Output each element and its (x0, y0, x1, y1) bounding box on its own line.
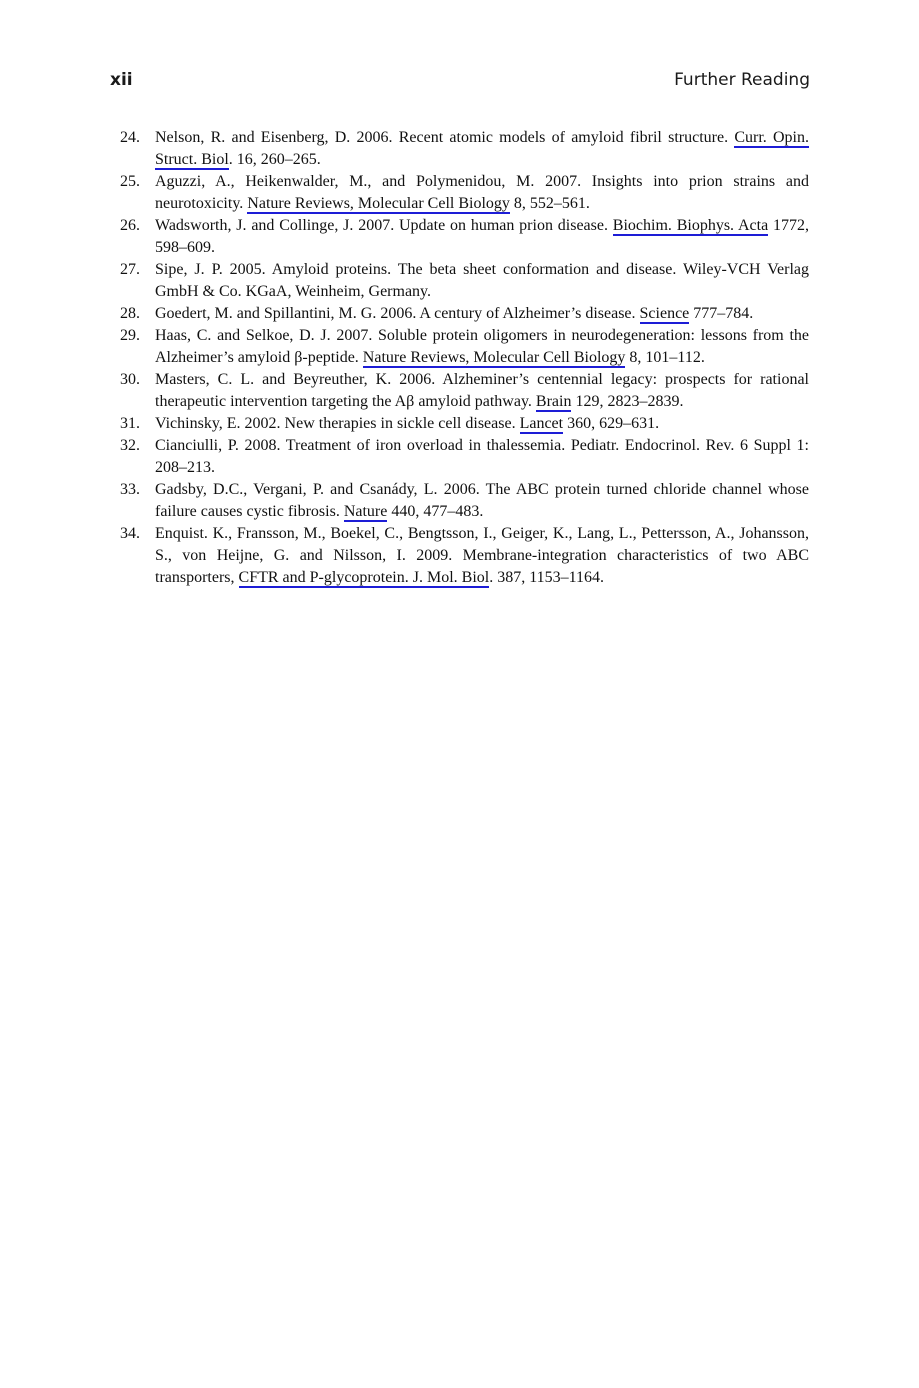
journal-link[interactable]: CFTR and P-glycoprotein. J. Mol. Biol (238, 569, 490, 586)
journal-link[interactable]: Brain (535, 393, 572, 410)
reference-volume-pages: . 387, 1153–1164. (489, 569, 605, 586)
reference-citation-text: Enquist. K., Fransson, M., Boekel, C., Bengtsson, I., Geiger, K., Lang, L., Pettersson, A., Johansson, S., von Heijne, G. and Nilsson, I. 2009. Membrane-integration characteristics of two ABC transporters, (155, 525, 809, 586)
reference-text (155, 171, 809, 215)
reference-number: 28. (120, 305, 140, 322)
reference-citation-text: Aguzzi, A., Heikenwalder, M., and Polymenidou, M. 2007. Insights into prion strains and neurotoxicity. (155, 173, 809, 212)
reference-volume-pages: . 16, 260–265. (228, 151, 321, 168)
reference-citation-text: Haas, C. and Selkoe, D. J. 2007. Soluble protein oligomers in neurodegeneration: lessons from the Alzheimer’s amyloid β-peptide. (155, 327, 809, 366)
reference-item (112, 435, 809, 479)
reference-list (112, 127, 809, 589)
journal-link[interactable]: Nature Reviews, Molecular Cell Biology (362, 349, 626, 366)
reference-citation-text: Vichinsky, E. 2002. New therapies in sickle cell disease. (155, 415, 520, 432)
reference-text (155, 413, 809, 435)
reference-volume-pages: 8, 101–112. (625, 349, 705, 366)
reference-item (112, 127, 809, 171)
reference-number: 30. (120, 371, 140, 388)
journal-link[interactable]: Lancet (519, 415, 564, 432)
reference-number: 25. (120, 173, 140, 190)
reference-citation-text: Wadsworth, J. and Collinge, J. 2007. Update on human prion disease. (155, 217, 613, 234)
reference-number: 26. (120, 217, 140, 234)
reference-number: 27. (120, 261, 140, 278)
reference-number: 29. (120, 327, 140, 344)
reference-citation-text: Cianciulli, P. 2008. Treatment of iron overload in thalessemia. Pediatr. Endocrinol. Rev. 6 Suppl 1: 208–213. (155, 437, 809, 476)
reference-item (112, 325, 809, 369)
reference-text (155, 435, 809, 479)
reference-volume-pages: 440, 477–483. (387, 503, 484, 520)
reference-text (155, 303, 809, 325)
reference-volume-pages: 1772, 598–609. (155, 217, 809, 256)
reference-volume-pages: 129, 2823–2839. (571, 393, 684, 410)
reference-number: 24. (120, 129, 140, 146)
reference-citation-text: Sipe, J. P. 2005. Amyloid proteins. The beta sheet conformation and disease. Wiley-VCH Verlag GmbH & Co. KGaA, Weinheim, Germany. (155, 261, 809, 300)
reference-item (112, 303, 809, 325)
reference-text (155, 259, 809, 303)
journal-link[interactable]: Biochim. Biophys. Acta (612, 217, 769, 234)
reference-volume-pages: 360, 629–631. (563, 415, 660, 432)
reference-volume-pages: 777–784. (689, 305, 754, 322)
reference-text (155, 215, 809, 259)
reference-citation-text: Masters, C. L. and Beyreuther, K. 2006. Alzheminer’s centennial legacy: prospects for rational therapeutic intervention targeting the Aβ amyloid pathway. (155, 371, 809, 410)
reference-item (112, 215, 809, 259)
journal-link[interactable]: Science (639, 305, 690, 322)
reference-text (155, 127, 809, 171)
reference-citation-text: Goedert, M. and Spillantini, M. G. 2006. A century of Alzheimer’s disease. (155, 305, 640, 322)
reference-item (112, 171, 809, 215)
page-number: xii (110, 70, 133, 90)
reference-text (155, 523, 809, 589)
reference-item (112, 523, 809, 589)
reference-citation-text: Nelson, R. and Eisenberg, D. 2006. Recent atomic models of amyloid fibril structure. (155, 129, 735, 146)
reference-volume-pages: 8, 552–561. (509, 195, 590, 212)
reference-text (155, 325, 809, 369)
reference-item (112, 259, 809, 303)
journal-link[interactable]: Nature Reviews, Molecular Cell Biology (247, 195, 510, 212)
journal-link[interactable]: Curr. Opin. Struct. Biol (155, 129, 809, 168)
reference-number: 33. (120, 481, 140, 498)
reference-citation-text: Gadsby, D.C., Vergani, P. and Csanády, L. 2006. The ABC protein turned chloride channel whose failure causes cystic fibrosis. (155, 481, 809, 520)
journal-link[interactable]: Nature (343, 503, 388, 520)
reference-item (112, 479, 809, 523)
reference-item (112, 413, 809, 435)
reference-item (112, 369, 809, 413)
running-title: Further Reading (674, 70, 810, 90)
reference-number: 31. (120, 415, 140, 432)
page-header (110, 70, 810, 94)
reference-number: 32. (120, 437, 140, 454)
reference-number: 34. (120, 525, 140, 542)
reference-text (155, 369, 809, 413)
reference-text (155, 479, 809, 523)
